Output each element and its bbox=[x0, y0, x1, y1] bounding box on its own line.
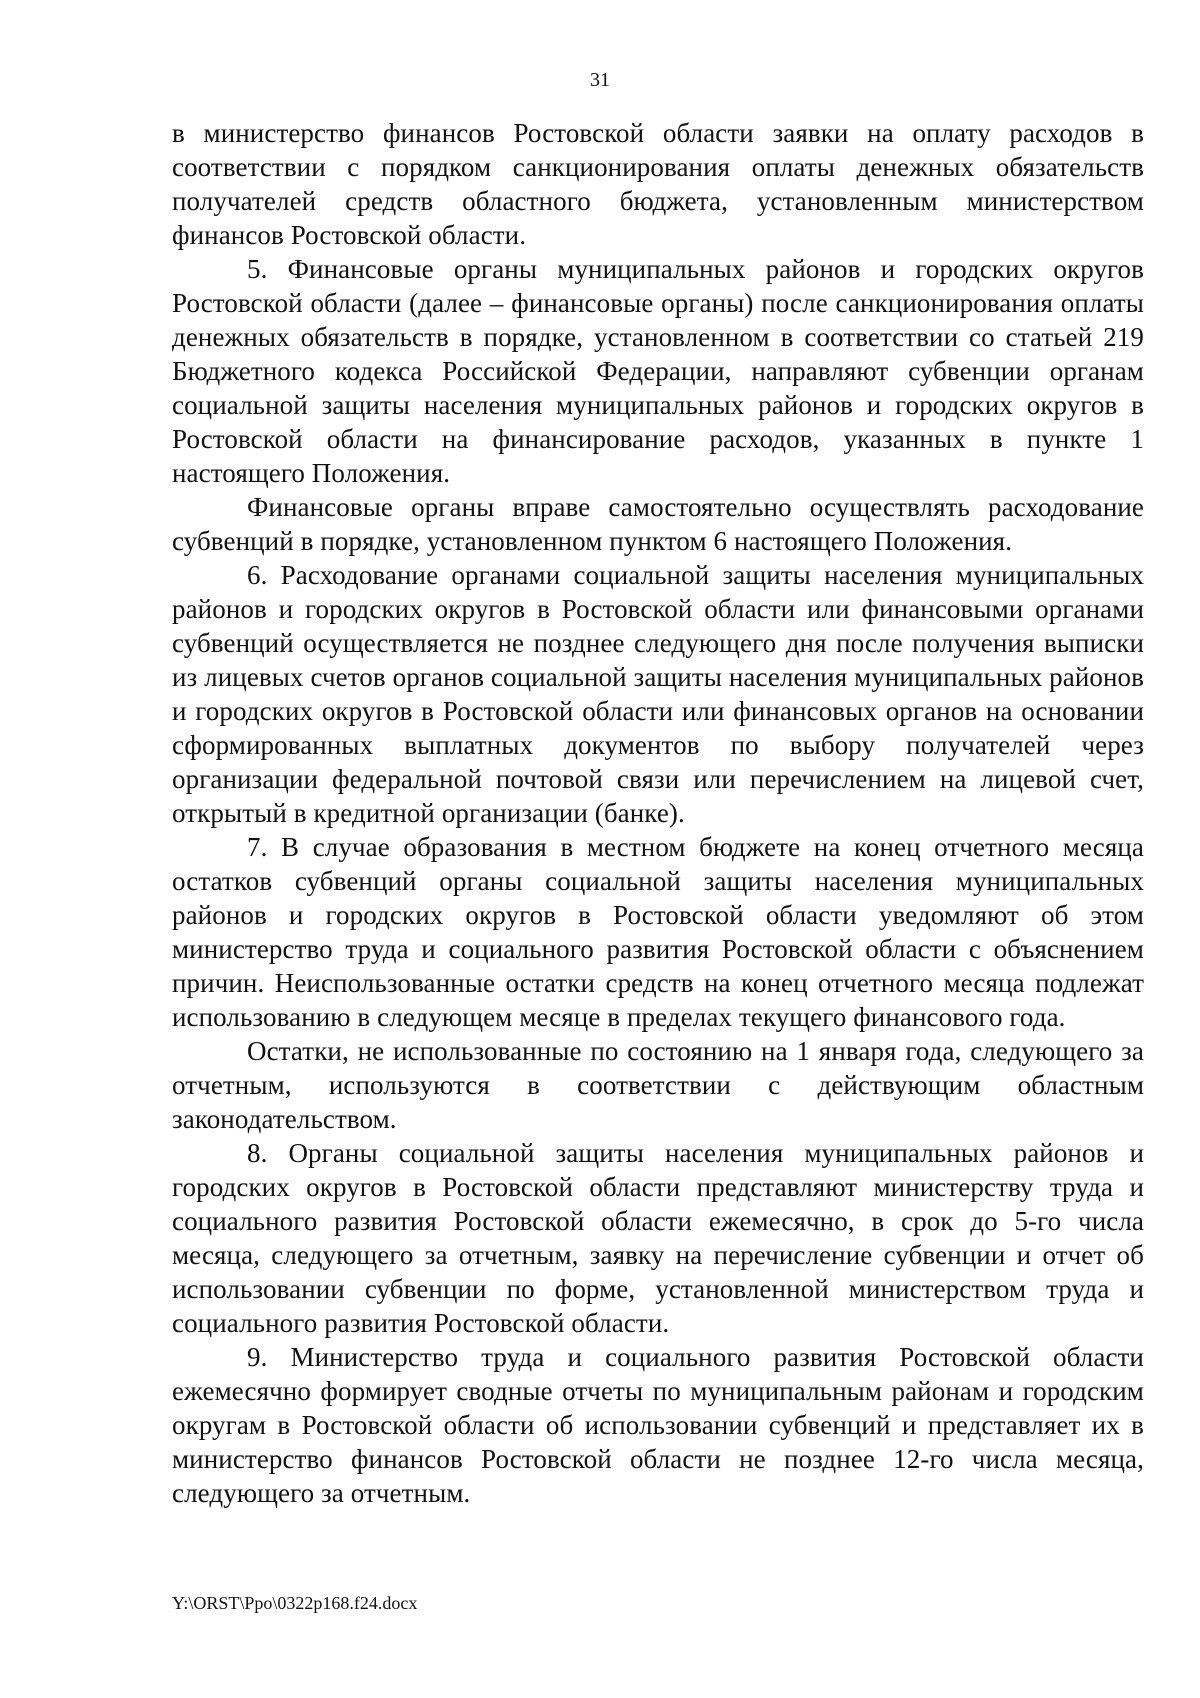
paragraph-continuation: в министерство финансов Ростовской области заявки на оплату расходов в соответствии с порядком санкционирования оплаты денежных обязательств получателей средств областного бюджета, установленным министерством финансов Ростовской области. bbox=[172, 118, 1144, 250]
paragraph-item-9: 9. Министерство труда и социального развития Ростовской области ежемесячно формирует сводные отчеты по муниципальным районам и городским округам в Ростовской области об использовании субвенций и представляет их в министерство финансов Ростовской области не позднее 12-го числа месяца, следующего за отчетным. bbox=[172, 1342, 1144, 1508]
paragraph-item-5: 5. Финансовые органы муниципальных районов и городских округов Ростовской области (далее – финансовые органы) после санкционирования оплаты денежных обязательств в порядке, установленном в соответствии со статьей 219 Бюджетного кодекса Российской Федерации, направляют субвенции органам социальной защиты населения муниципальных районов и городских округов в Ростовской области на финансирование расходов, указанных в пункте 1 настоящего Положения. bbox=[172, 254, 1144, 488]
paragraph-item-5-note: Финансовые органы вправе самостоятельно осуществлять расходование субвенций в порядке, установленном пунктом 6 настоящего Положения. bbox=[172, 492, 1144, 556]
paragraph-item-7: 7. В случае образования в местном бюджете на конец отчетного месяца остатков субвенций органы социальной защиты населения муниципальных районов и городских округов в Ростовской области уведомляют об этом министерство труда и социального развития Ростовской области с объяснением причин. Неиспользованные остатки средств на конец отчетного месяца подлежат использованию в следующем месяце в пределах текущего финансового года. bbox=[172, 832, 1144, 1032]
paragraph-item-6: 6. Расходование органами социальной защиты населения муниципальных районов и городских округов в Ростовской области или финансовыми органами субвенций осуществляется не позднее следующего дня после получения выписки из лицевых счетов органов социальной защиты населения муниципальных районов и городских округов в Ростовской области или финансовых органов на основании сформированных выплатных документов по выбору получателей через организации федеральной почтовой связи или перечислением на лицевой счет, открытый в кредитной организации (банке). bbox=[172, 560, 1144, 828]
page-number: 31 bbox=[590, 69, 610, 91]
document-body bbox=[172, 116, 1144, 1510]
paragraph-item-8: 8. Органы социальной защиты населения муниципальных районов и городских округов в Ростовской области представляют министерству труда и социального развития Ростовской области ежемесячно, в срок до 5-го числа месяца, следующего за отчетным, заявку на перечисление субвенции и отчет об использовании субвенции по форме, установленной министерством труда и социального развития Ростовской области. bbox=[172, 1138, 1144, 1338]
paragraph-item-7-note: Остатки, не использованные по состоянию на 1 января года, следующего за отчетным, используются в соответствии с действующим областным законодательством. bbox=[172, 1036, 1144, 1134]
footer-file-path: Y:\ORST\Ppo\0322p168.f24.docx bbox=[172, 1593, 418, 1613]
